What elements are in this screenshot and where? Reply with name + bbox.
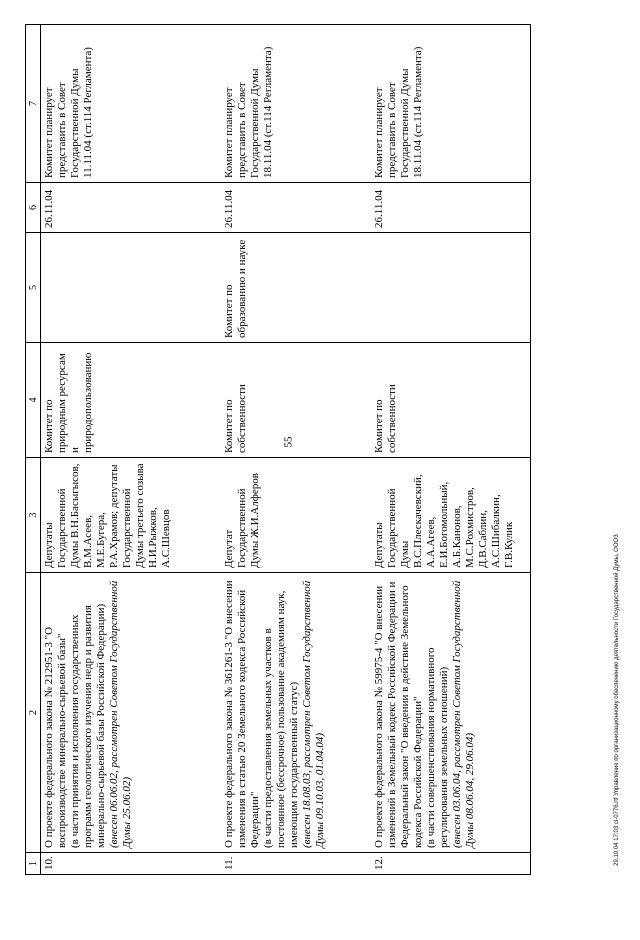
review-date: 26.11.04 bbox=[41, 183, 221, 233]
column-header: 4 bbox=[26, 343, 41, 458]
bill-description bbox=[221, 573, 371, 853]
row-number: 12. bbox=[371, 853, 531, 875]
bill-description bbox=[371, 573, 531, 853]
table-row bbox=[371, 25, 531, 875]
review-date: 26.11.04 bbox=[371, 183, 531, 233]
table-row bbox=[41, 25, 221, 875]
page-number: 55 bbox=[282, 436, 295, 448]
co-committee bbox=[371, 233, 531, 343]
column-header: 2 bbox=[26, 573, 41, 853]
bill-submitted: (внесен 03.06.04, рассмотрен Советом Государственной Думы 08.06.04, 29.06.04) bbox=[450, 580, 476, 848]
co-committee: Комитет по образованию и науке bbox=[221, 233, 371, 343]
document-footer: 29.10.04 17:03 cl-0776.rtf Управление по организационному обеспечению деятельности Государственной Думы, ОООЗ bbox=[614, 534, 620, 866]
review-date: 26.11.04 bbox=[221, 183, 371, 233]
row-number: 11. bbox=[221, 853, 371, 875]
bill-authors: Депутат Государственной Думы Ж.И.Алферов bbox=[221, 458, 371, 573]
agenda-table bbox=[25, 24, 531, 875]
bill-submitted: (внесен 18.08.03, рассмотрен Советом Государственной Думы 09.10.03, 01.04.04) bbox=[300, 580, 326, 848]
column-header: 3 bbox=[26, 458, 41, 573]
bill-details: (в части совершенствования нормативного регулирования земельных отношений) bbox=[424, 647, 450, 848]
column-header: 1 bbox=[26, 853, 41, 875]
bill-authors: Депутаты Государственной Думы В.Н.Басыгысов, В.М.Асеев, М.Е.Бугера, Р.А.Храмов; депутаты Государственной Думы третьего созыва Н.И.Рыжков, А.С.Шевцов bbox=[41, 458, 221, 573]
committee-note: Комитет планирует представить в Совет Государственной Думы 18.11.04 (ст.114 Регламента) bbox=[221, 25, 371, 183]
row-number: 10. bbox=[41, 853, 221, 875]
bill-title: О проекте федерального закона № 59975-4 "О внесении изменений в Земельный кодекс Российской Федерации и Федеральный закон "О введении в действие Земельного кодекса Российской Федерации" bbox=[372, 581, 424, 848]
co-committee bbox=[41, 233, 221, 343]
bill-title: О проекте федерального закона № 212951-3 "О воспроизводстве минерально-сырьевой базы" bbox=[43, 626, 68, 848]
bill-description bbox=[41, 573, 221, 853]
responsible-committee: Комитет по собственности bbox=[371, 343, 531, 458]
responsible-committee: Комитет по собственности bbox=[221, 343, 371, 458]
bill-details: (в части принятия и исполнения государственных программ геологического изучения недр и развития минерально-сырьевой базы Российской Федерации) bbox=[69, 603, 107, 848]
table-row bbox=[221, 25, 371, 875]
column-header: 7 bbox=[26, 25, 41, 183]
column-header: 6 bbox=[26, 183, 41, 233]
header-row bbox=[26, 25, 41, 875]
column-header: 5 bbox=[26, 233, 41, 343]
bill-submitted: (внесен 06.06.02, рассмотрен Советом Государственной Думы 25.06.02) bbox=[108, 580, 133, 848]
bill-title: О проекте федерального закона № 361261-3 "О внесении изменения в статью 20 Земельного кодекса Российской Федерации" bbox=[222, 580, 261, 848]
bill-details: (в части предоставления земельных участков в постоянное (бессрочное) пользование академиям наук, имеющим государственный статус) bbox=[261, 590, 300, 848]
responsible-committee: Комитет по природным ресурсам и природопользованию bbox=[41, 343, 221, 458]
bill-authors: Депутаты Государственной Думы В.С.Плескачевский, А.А.Агеев, Е.И.Богомольный, А.Б.Канонов, М.С.Рохмистров, Д.В.Саблин, А.С.Шибалкин, Г.В.Кулик bbox=[371, 458, 531, 573]
committee-note: Комитет планирует представить в Совет Государственной Думы 11.11.04 (ст.114 Регламента) bbox=[41, 25, 221, 183]
committee-note: Комитет планирует представить в Совет Государственной Думы 18.11.04 (ст.114 Регламента) bbox=[371, 25, 531, 183]
agenda-table-container bbox=[25, 25, 605, 875]
